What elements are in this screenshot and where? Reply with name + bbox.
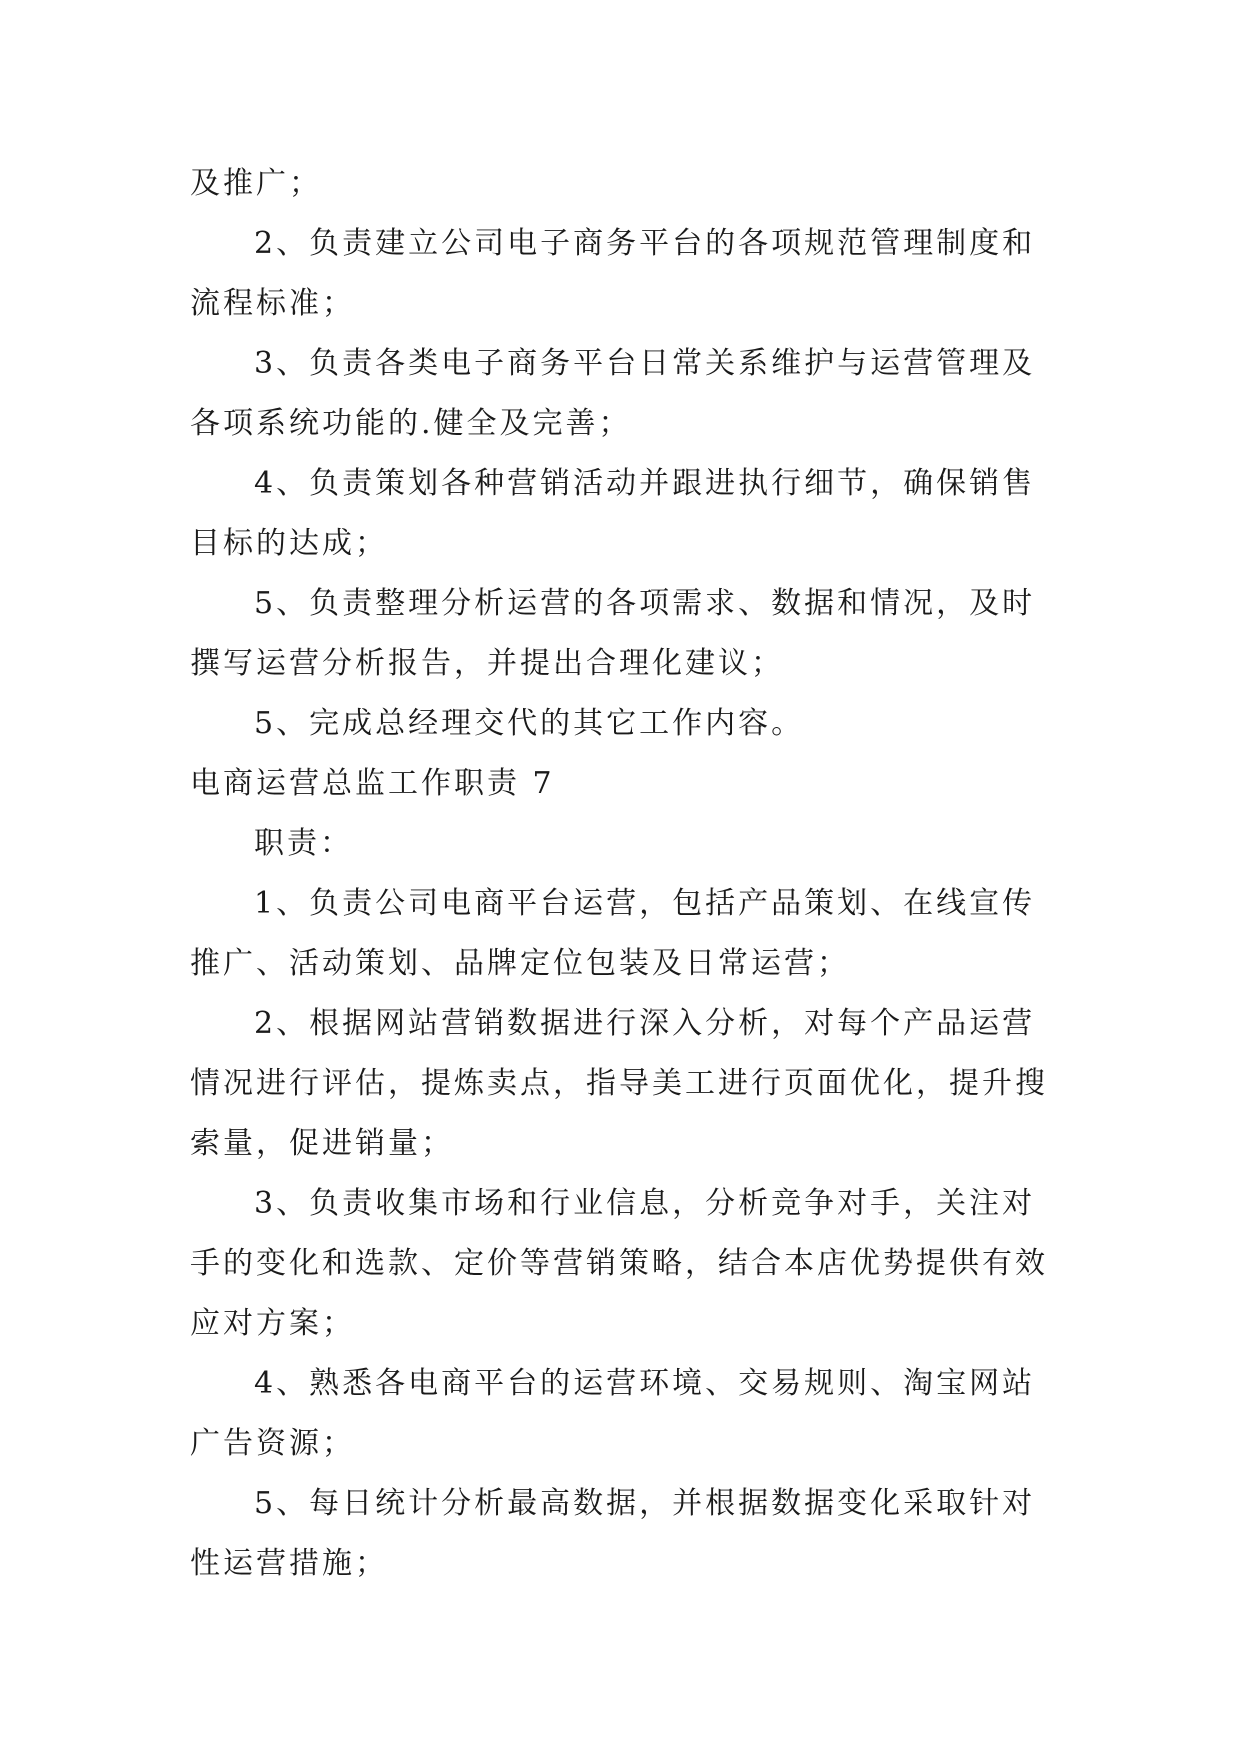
text-line: 推广、活动策划、品牌定位包装及日常运营；	[190, 946, 850, 981]
list-item-text: 4、熟悉各电商平台的运营环境、交易规则、淘宝网站	[254, 1366, 1036, 1401]
text-line: 应对方案；	[190, 1306, 355, 1341]
section-subheading: 职责：	[254, 826, 353, 861]
text-line: 流程标准；	[190, 286, 355, 321]
text-line: 及推广；	[190, 166, 322, 201]
list-item-text: 5、完成总经理交代的其它工作内容。	[254, 706, 805, 741]
text-line: 各项系统功能的.健全及完善；	[190, 406, 632, 441]
document-body	[190, 160, 1055, 1600]
list-item-text: 2、负责建立公司电子商务平台的各项规范管理制度和	[254, 226, 1036, 261]
list-item-text: 4、负责策划各种营销活动并跟进执行细节，确保销售	[254, 466, 1036, 501]
list-item-text: 5、负责整理分析运营的各项需求、数据和情况，及时	[254, 586, 1036, 621]
text-line: 手的变化和选款、定价等营销策略，结合本店优势提供有效	[190, 1246, 1048, 1281]
list-item-text: 5、每日统计分析最高数据，并根据数据变化采取针对	[254, 1486, 1036, 1521]
text-line: 广告资源；	[190, 1426, 355, 1461]
text-line: 撰写运营分析报告，并提出合理化建议；	[190, 646, 784, 681]
list-item-text: 1、负责公司电商平台运营，包括产品策划、在线宣传	[254, 886, 1036, 921]
text-line: 情况进行评估，提炼卖点，指导美工进行页面优化，提升搜	[190, 1066, 1048, 1101]
list-item-text: 2、根据网站营销数据进行深入分析，对每个产品运营	[254, 1006, 1036, 1041]
text-line: 目标的达成；	[190, 526, 388, 561]
text-line: 性运营措施；	[190, 1546, 388, 1581]
list-item-text: 3、负责收集市场和行业信息，分析竞争对手，关注对	[254, 1186, 1036, 1221]
text-line: 索量，促进销量；	[190, 1126, 454, 1161]
list-item-text: 3、负责各类电子商务平台日常关系维护与运营管理及	[254, 346, 1036, 381]
section-heading: 电商运营总监工作职责 7	[190, 766, 555, 801]
